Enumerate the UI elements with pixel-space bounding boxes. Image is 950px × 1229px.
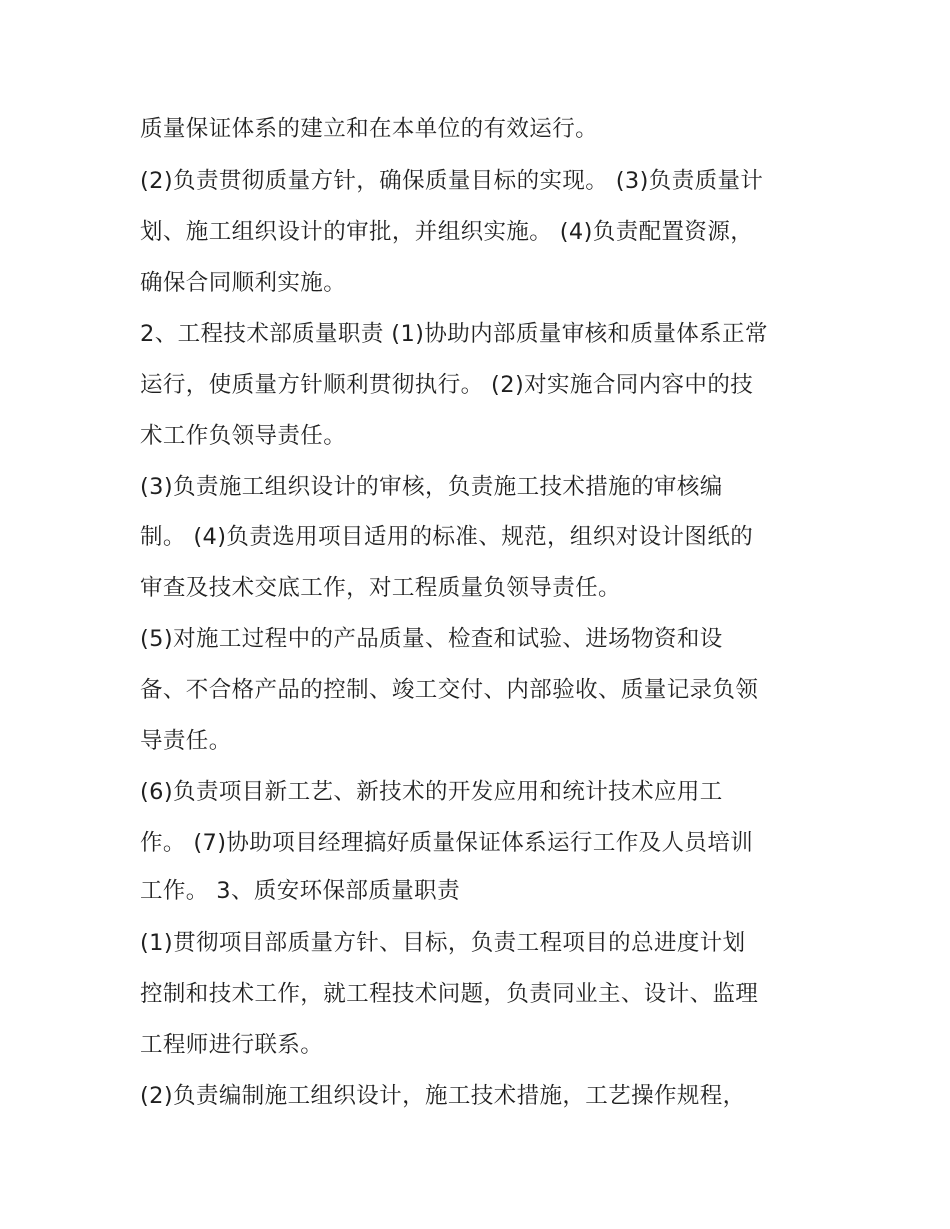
text-line: 确保合同顺利实施。 [140,270,347,296]
text-line: 审查及技术交底工作，对工程质量负领导责任。 [140,575,621,601]
text-line: (3)负责施工组织设计的审核，负责施工技术措施的审核编 [140,474,723,500]
text-line: 制。 (4)负责选用项目适用的标准、规范，组织对设计图纸的 [140,524,754,550]
text-line: 控制和技术工作，就工程技术问题，负责同业主、设计、监理 [140,981,759,1007]
text-line: 划、施工组织设计的审批，并组织实施。 (4)负责配置资源， [140,219,754,245]
text-line: 导责任。 [140,728,232,754]
text-line: 作。 (7)协助项目经理搞好质量保证体系运行工作及人员培训 [140,830,754,856]
text-line: 2、工程技术部质量职责 (1)协助内部质量审核和质量体系正常 [140,321,768,347]
text-line: 工作。 3、质安环保部质量职责 [140,878,460,904]
text-line: (2)负责编制施工组织设计，施工技术措施，工艺操作规程， [140,1083,746,1109]
text-line: (6)负责项目新工艺、新技术的开发应用和统计技术应用工 [140,779,723,805]
text-line: 术工作负领导责任。 [140,423,347,449]
text-line: 工程师进行联系。 [140,1032,324,1058]
text-line: 质量保证体系的建立和在本单位的有效运行。 [140,116,599,142]
text-line: (5)对施工过程中的产品质量、检查和试验、进场物资和设 [140,626,723,652]
text-line: 运行，使质量方针顺利贯彻执行。 (2)对实施合同内容中的技 [140,372,754,398]
text-line: (2)负责贯彻质量方针，确保质量目标的实现。 (3)负责质量计 [140,168,764,194]
text-line: (1)贯彻项目部质量方针、目标，负责工程项目的总进度计划 [140,930,746,956]
text-line: 备、不合格产品的控制、竣工交付、内部验收、质量记录负领 [140,677,759,703]
